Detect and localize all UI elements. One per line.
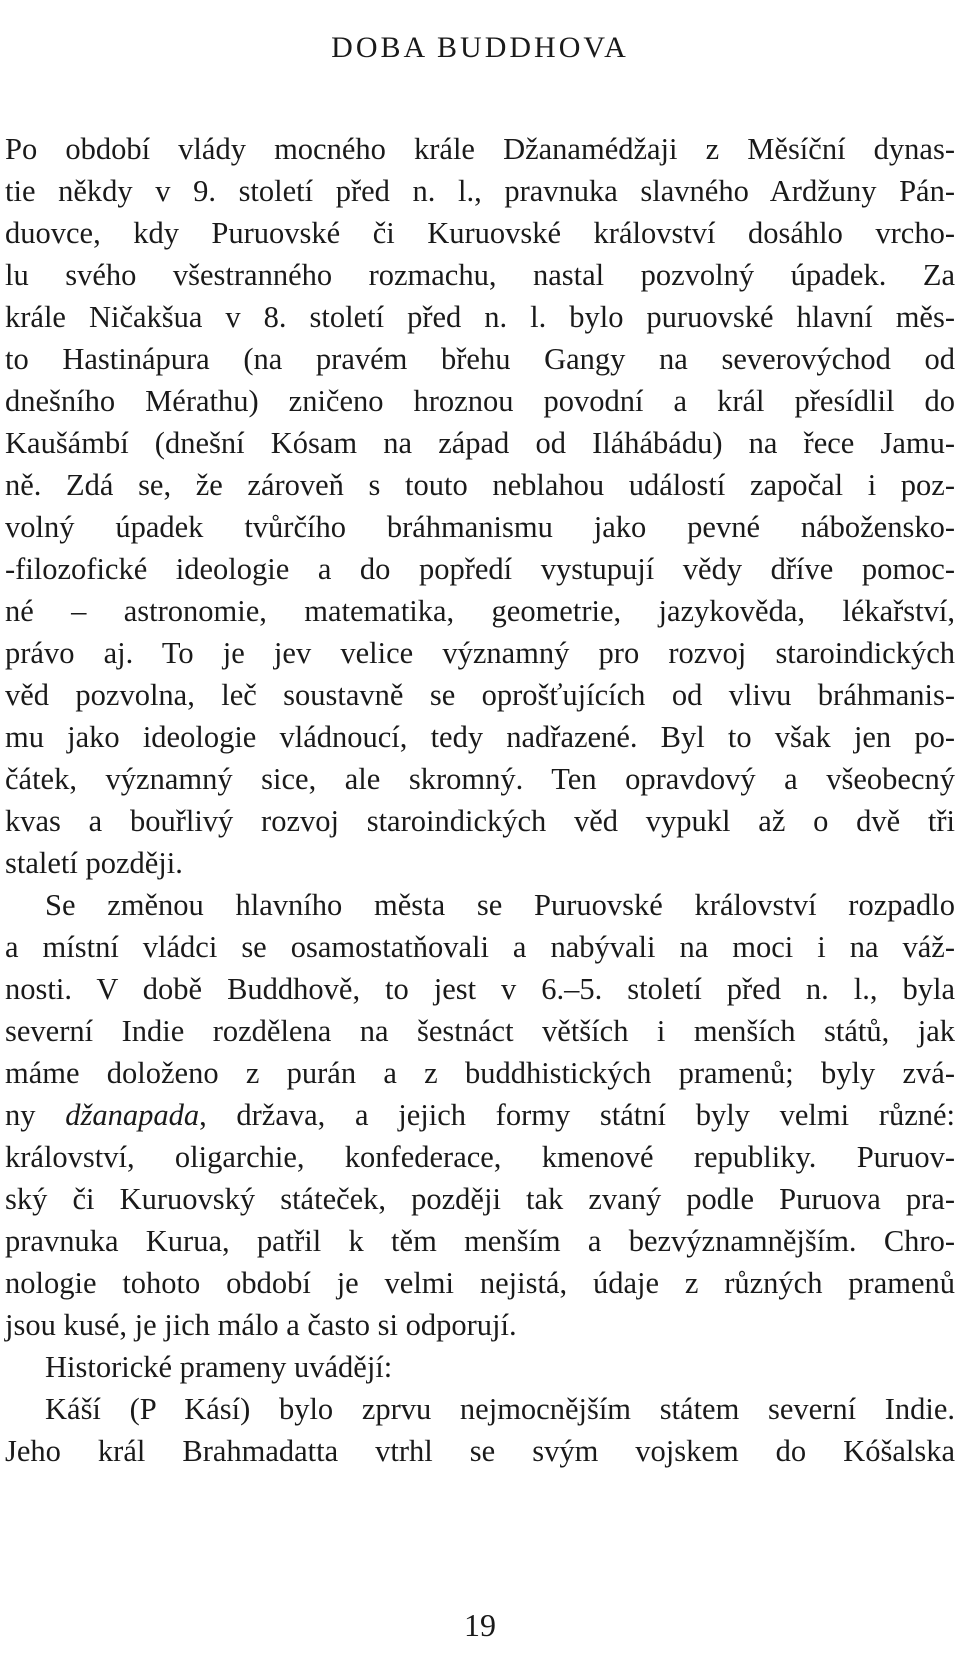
text-line: tie někdy v 9. století před n. l., pravnuka slavného Ardžuny Pán- — [5, 174, 955, 208]
text-line: Kaušámbí (dnešní Kósam na západ od Iláhábádu) na řece Jamu- — [5, 426, 955, 460]
page-number: 19 — [464, 1607, 496, 1643]
text-line: Káší (P Kásí) bylo zprvu nejmocnějším státem severní Indie. — [45, 1392, 955, 1426]
text-line: a místní vládci se osamostatňovali a nabývali na moci i na váž- — [5, 930, 955, 964]
text-line: krále Ničakšua v 8. století před n. l. bylo puruovské hlavní měs- — [5, 300, 955, 334]
text-line: ský či Kuruovský státeček, později tak zvaný podle Puruova pra- — [5, 1182, 955, 1216]
text-line: máme doloženo z purán a z buddhistických pramenů; byly zvá- — [5, 1056, 955, 1090]
text-line: Historické prameny uvádějí: — [45, 1350, 393, 1384]
running-head: DOBA BUDDHOVA — [331, 31, 629, 64]
text-line: pravnuka Kurua, patřil k těm menším a bezvýznamnějším. Chro- — [5, 1224, 955, 1258]
text-line: Jeho král Brahmadatta vtrhl se svým vojskem do Kóšalska — [5, 1434, 955, 1468]
text-line: né – astronomie, matematika, geometrie, jazykověda, lékařství, — [5, 594, 955, 628]
text-line: nosti. V době Buddhově, to jest v 6.–5. století před n. l., byla — [5, 972, 955, 1006]
text-line: mu jako ideologie vládnoucí, tedy nadřazené. Byl to však jen po- — [5, 720, 955, 754]
text-line: Po období vlády mocného krále Džanamédžaji z Měsíční dynas- — [5, 132, 955, 166]
text-line: kvas a bouřlivý rozvoj staroindických věd vypukl až o dvě tři — [5, 804, 955, 838]
text-line: ně. Zdá se, že zároveň s touto neblahou událostí započal i poz- — [5, 468, 955, 502]
text-line: to Hastinápura (na pravém břehu Gangy na severovýchod od — [5, 342, 955, 376]
text-line: duovce, kdy Puruovské či Kuruovské království dosáhlo vrcho- — [5, 216, 955, 250]
text-line: nologie tohoto období je velmi nejistá, údaje z různých pramenů — [5, 1266, 955, 1300]
text-line: právo aj. To je jev velice významný pro rozvoj staroindických — [5, 636, 955, 670]
text-line: ny džanapada, država, a jejich formy státní byly velmi různé: — [5, 1098, 955, 1132]
text-line: staletí později. — [5, 846, 183, 880]
text-line: lu svého všestranného rozmachu, nastal pozvolný úpadek. Za — [5, 258, 955, 292]
text-line: jsou kusé, je jich málo a často si odporují. — [5, 1308, 517, 1342]
text-line: volný úpadek tvůrčího bráhmanismu jako pevné nábožensko- — [5, 510, 955, 544]
body-text — [5, 128, 955, 1472]
text-line: věd pozvolna, leč soustavně se oprošťujících od vlivu bráhmanis- — [5, 678, 955, 712]
text-line: dnešního Mérathu) zničeno hroznou povodní a král přesídlil do — [5, 384, 955, 418]
text-line: čátek, významný sice, ale skromný. Ten opravdový a všeobecný — [5, 762, 955, 796]
text-line: -filozofické ideologie a do popředí vystupují vědy dříve pomoc- — [5, 552, 955, 586]
text-line: Se změnou hlavního města se Puruovské království rozpadlo — [45, 888, 955, 922]
text-line: království, oligarchie, konfederace, kmenové republiky. Puruov- — [5, 1140, 955, 1174]
text-line: severní Indie rozdělena na šestnáct větších i menších států, jak — [5, 1014, 955, 1048]
